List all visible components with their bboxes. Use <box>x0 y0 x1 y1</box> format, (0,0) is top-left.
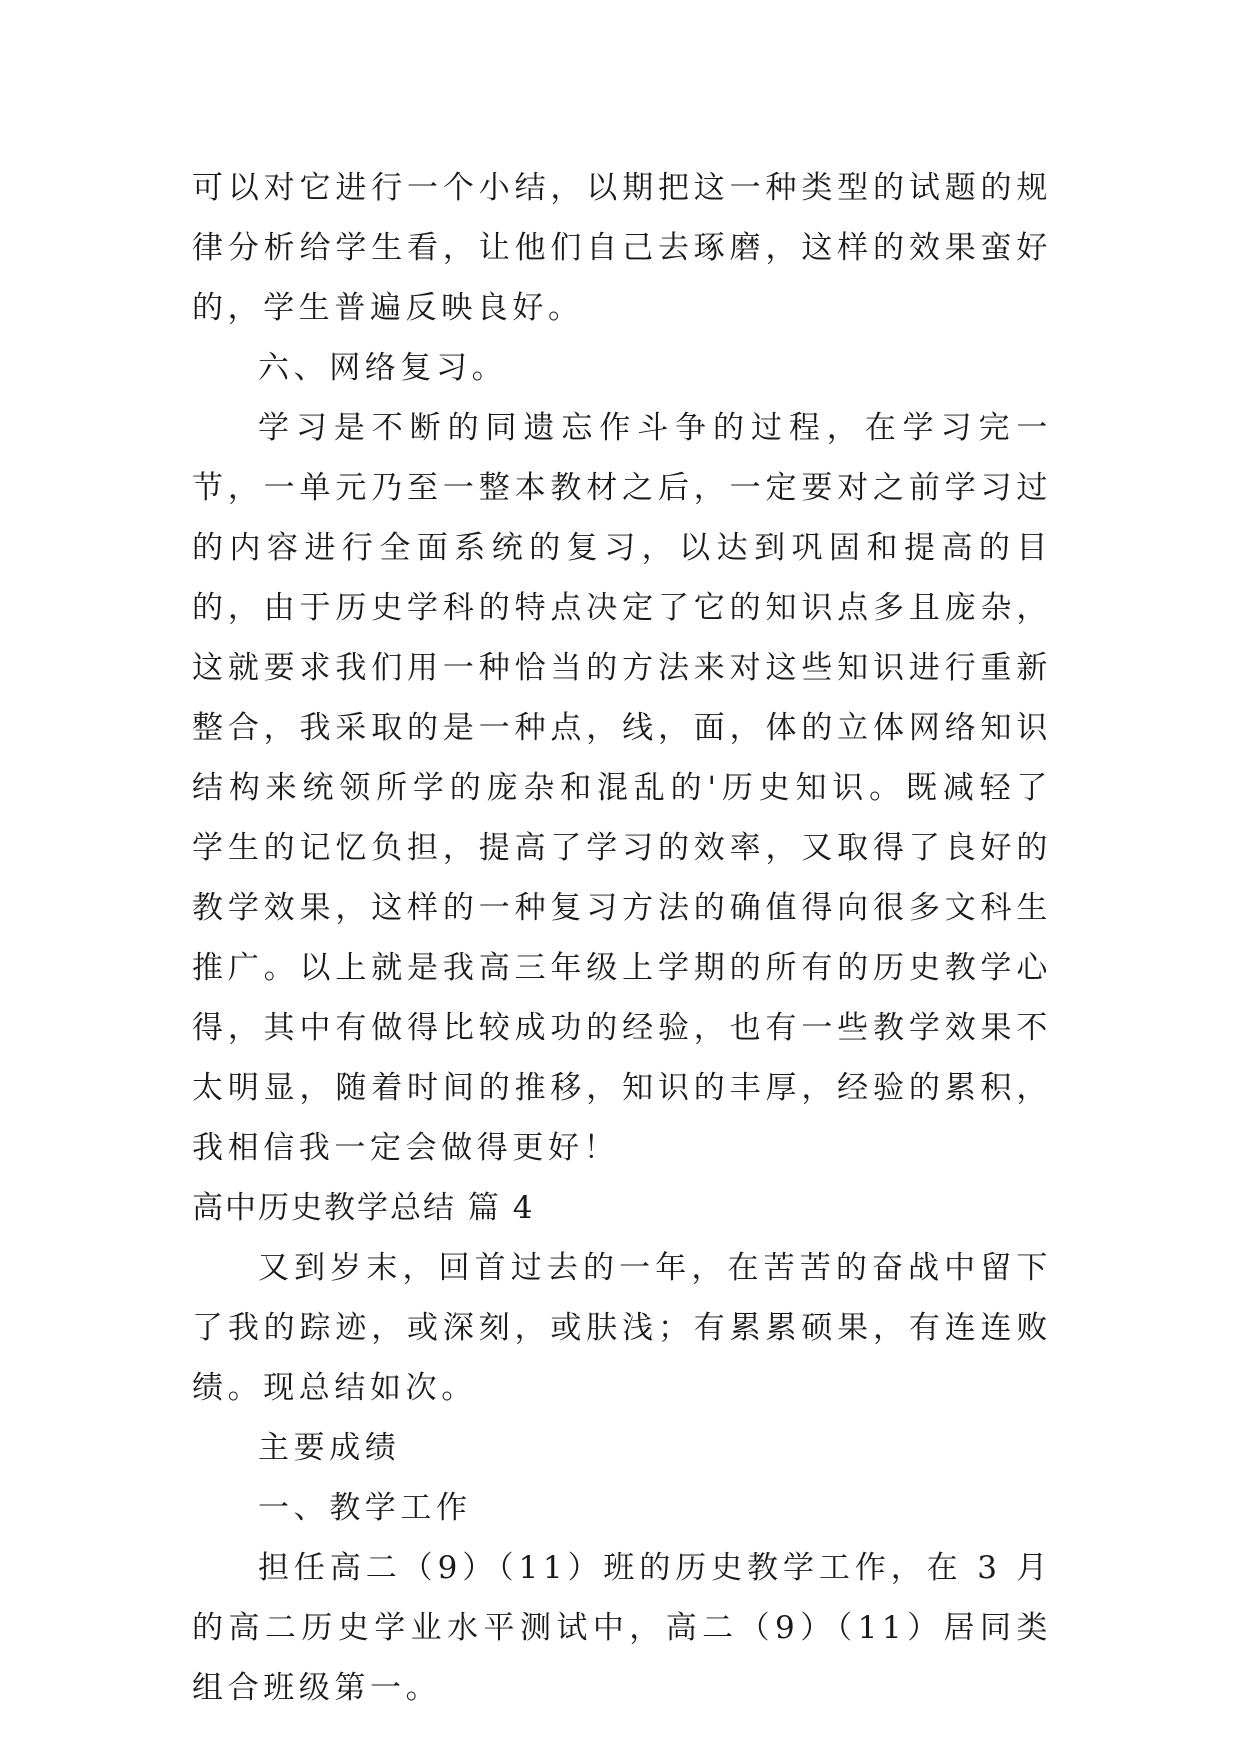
paragraph-teaching-work: 担任高二（9）（11）班的历史教学工作，在 3 月的高二历史学业水平测试中，高二（9）（11）居同类组合班级第一。 <box>192 1550 1052 1706</box>
section-heading-main-achievements: 主要成绩 <box>258 1430 401 1466</box>
paragraph-network-review: 学习是不断的同遗忘作斗争的过程，在学习完一节，一单元乃至一整本教材之后，一定要对之前学习过的内容进行全面系统的复习，以达到巩固和提高的目的，由于历史学科的特点决定了它的知识点多且庞杂，这就要求我们用一种恰当的方法来对这些知识进行重新整合，我采取的是一种点，线，面，体的立体网络知识结构来统领所学的庞杂和混乱的'历史知识。既减轻了学生的记忆负担，提高了学习的效率，又取得了良好的教学效果，这样的一种复习方法的确值得向很多文科生推广。以上就是我高三年级上学期的所有的历史教学心得，其中有做得比较成功的经验，也有一些教学效果不太明显，随着时间的推移，知识的丰厚，经验的累积，我相信我一定会做得更好！ <box>192 410 1052 1166</box>
article-title-part-4: 高中历史教学总结 篇 4 <box>192 1190 535 1226</box>
document-body <box>192 158 1052 1718</box>
paragraph-year-end-intro: 又到岁末，回首过去的一年，在苦苦的奋战中留下了我的踪迹，或深刻，或肤浅；有累累硕果，有连连败绩。现总结如次。 <box>192 1250 1052 1406</box>
section-heading-teaching-work: 一、教学工作 <box>258 1490 472 1526</box>
section-heading-network-review: 六、网络复习。 <box>258 350 508 386</box>
paragraph-continuation: 可以对它进行一个小结，以期把这一种类型的试题的规律分析给学生看，让他们自己去琢磨，这样的效果蛮好的，学生普遍反映良好。 <box>192 170 1052 326</box>
